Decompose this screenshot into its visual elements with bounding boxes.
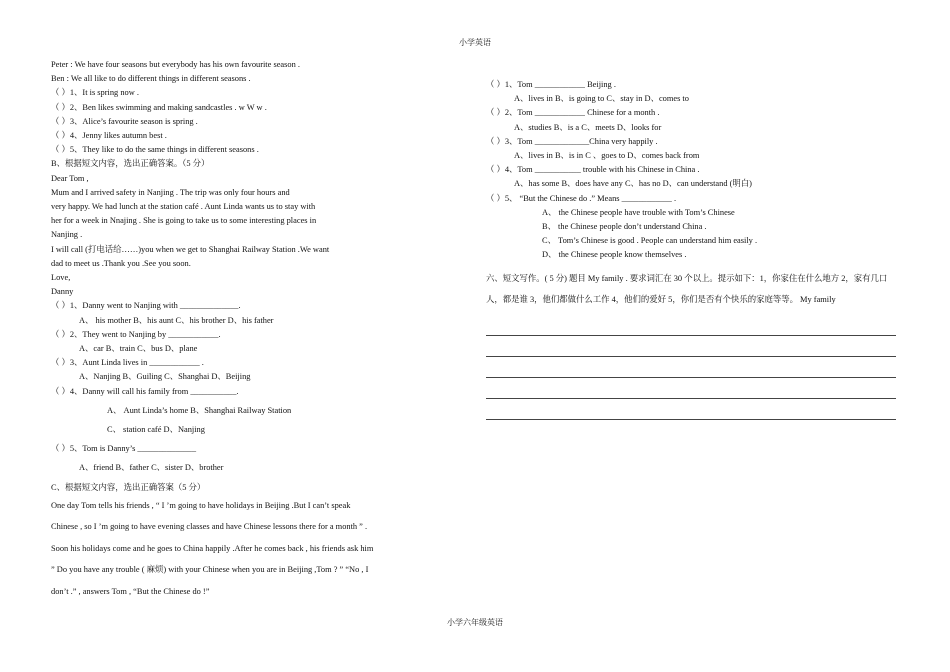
b-question-4-options-c-d: C、 station café D、Nanjing [107,425,205,435]
reading-a-question: （ ）3、Alice’s favourite season is spring . [51,116,198,126]
c-question-1-options: A、lives in B、is going to C、stay in D、comes to [514,94,689,104]
b-question-4: （ ）4、Danny will call his family from ___________. [51,386,239,396]
c-question-4: （ ）4、Tom ___________ trouble with his Chinese in China . [486,165,700,175]
writing-task-prompt: 六、短文写作。( 5 分) 题目 My family . 要求词汇在 30 个以上。提示如下：1，你家住在什么地方 2，家有几口人，都是谁 3，他们都做什么工作 4，他们的爱好 5，你们是否有个快乐的家庭等等。 My family [486,273,888,305]
c-question-5-option-c: C、 Tom’s Chinese is good . People can understand him easily . [542,236,758,246]
writing-lines [486,315,896,420]
reading-a-question: （ ）1、It is spring now . [51,88,139,98]
c-passage-line: don’t .” , answers Tom , “But the Chinese do !” [51,586,210,596]
c-question-1: （ ）1、Tom ____________ Beijing . [486,80,616,89]
b-question-2: （ ）2、They went to Nanjing by ____________. [51,329,221,339]
letter-line: Nanjing . [51,230,83,240]
c-question-3: （ ）3、Tom _____________China very happily . [486,136,658,146]
section-b-title: B、根据短文内容，选出正确答案。（5 分） [51,159,210,169]
letter-line: very happy. We had lunch at the station café . Aunt Linda wants us to stay with [51,202,316,212]
letter-line: Danny [51,287,74,297]
c-question-2-options: A、studies B、is a C、meets D、looks for [514,122,662,132]
c-question-4-options: A、has some B、does have any C、has no D、can understand (明白) [514,179,752,189]
b-question-5-options: A、friend B、father C、sister D、brother [79,463,224,473]
reading-a-line: Peter : We have four seasons but everybody has his own favourite season . [51,60,300,69]
reading-a-question: （ ）2、Ben likes swimming and making sandcastles . w W w . [51,102,267,112]
b-question-4-options-a-b: A、 Aunt Linda’s home B、Shanghai Railway Station [107,405,292,415]
writing-line[interactable] [486,357,896,378]
letter-line: I will call (打电话给……)you when we get to Shanghai Railway Station .We want [51,244,330,254]
b-question-5: （ ）5、Tom is Danny’s ______________ [51,444,197,454]
c-question-5-option-a: A、 the Chinese people have trouble with Tom’s Chinese [542,207,735,217]
c-passage-line: ” Do you have any trouble ( 麻烦) with your Chinese when you are in Beijing ,Tom ? ” “No , I [51,565,369,575]
letter-line: her for a week in Nnajing . She is going to take us to some interesting places in [51,216,317,226]
right-column [486,78,896,420]
c-question-5-option-d: D、 the Chinese people know themselves . [542,250,687,260]
c-passage-line: Soon his holidays come and he goes to China happily .After he comes back , his friends ask him [51,543,374,553]
page-footer: 小学六年级英语 [447,618,503,627]
left-column [51,58,421,602]
b-question-3: （ ）3、Aunt Linda lives in ____________ . [51,358,204,368]
b-question-2-options: A、car B、train C、bus D、plane [79,344,198,354]
reading-a-question: （ ）5、They like to do the same things in different seasons . [51,145,259,155]
writing-line[interactable] [486,399,896,420]
page-header: 小学英语 [459,38,491,47]
c-question-3-options: A、lives in B、is in C 、goes to D、comes back from [514,151,700,161]
letter-line: Dear Tom , [51,173,89,183]
letter-line: dad to meet us .Thank you .See you soon. [51,258,191,268]
c-question-5-option-b: B、 the Chinese people don’t understand China . [542,222,707,232]
b-question-1-options: A、 his mother B、his aunt C、his brother D、his father [79,315,274,325]
writing-line[interactable] [486,378,896,399]
letter-line: Love, [51,273,71,283]
b-question-1: （ ）1、Danny went to Nanjing with ______________. [51,301,241,311]
letter-line: Mum and I arrived safety in Nanjing . The trip was only four hours and [51,187,290,197]
b-question-3-options: A、Nanjing B、Guiling C、Shanghai D、Beijing [79,372,251,382]
reading-a-question: （ ）4、Jenny likes autumn best . [51,131,167,141]
writing-line[interactable] [486,336,896,357]
c-question-2: （ ）2、Tom ____________ Chinese for a month . [486,108,660,118]
writing-line[interactable] [486,315,896,336]
reading-a-line: Ben : We all like to do different things in different seasons . [51,74,251,84]
c-passage-line: Chinese , so I ’m going to have evening classes and have Chinese lessons there for a month ” . [51,522,368,532]
section-c-title: C、根据短文内容，选出正确答案（5 分） [51,482,206,492]
c-question-5: （ ）5、 “But the Chinese do .” Means ____________ . [486,193,677,203]
c-passage-line: One day Tom tells his friends , “ I ’m going to have holidays in Beijing .But I can’t speak [51,500,351,510]
